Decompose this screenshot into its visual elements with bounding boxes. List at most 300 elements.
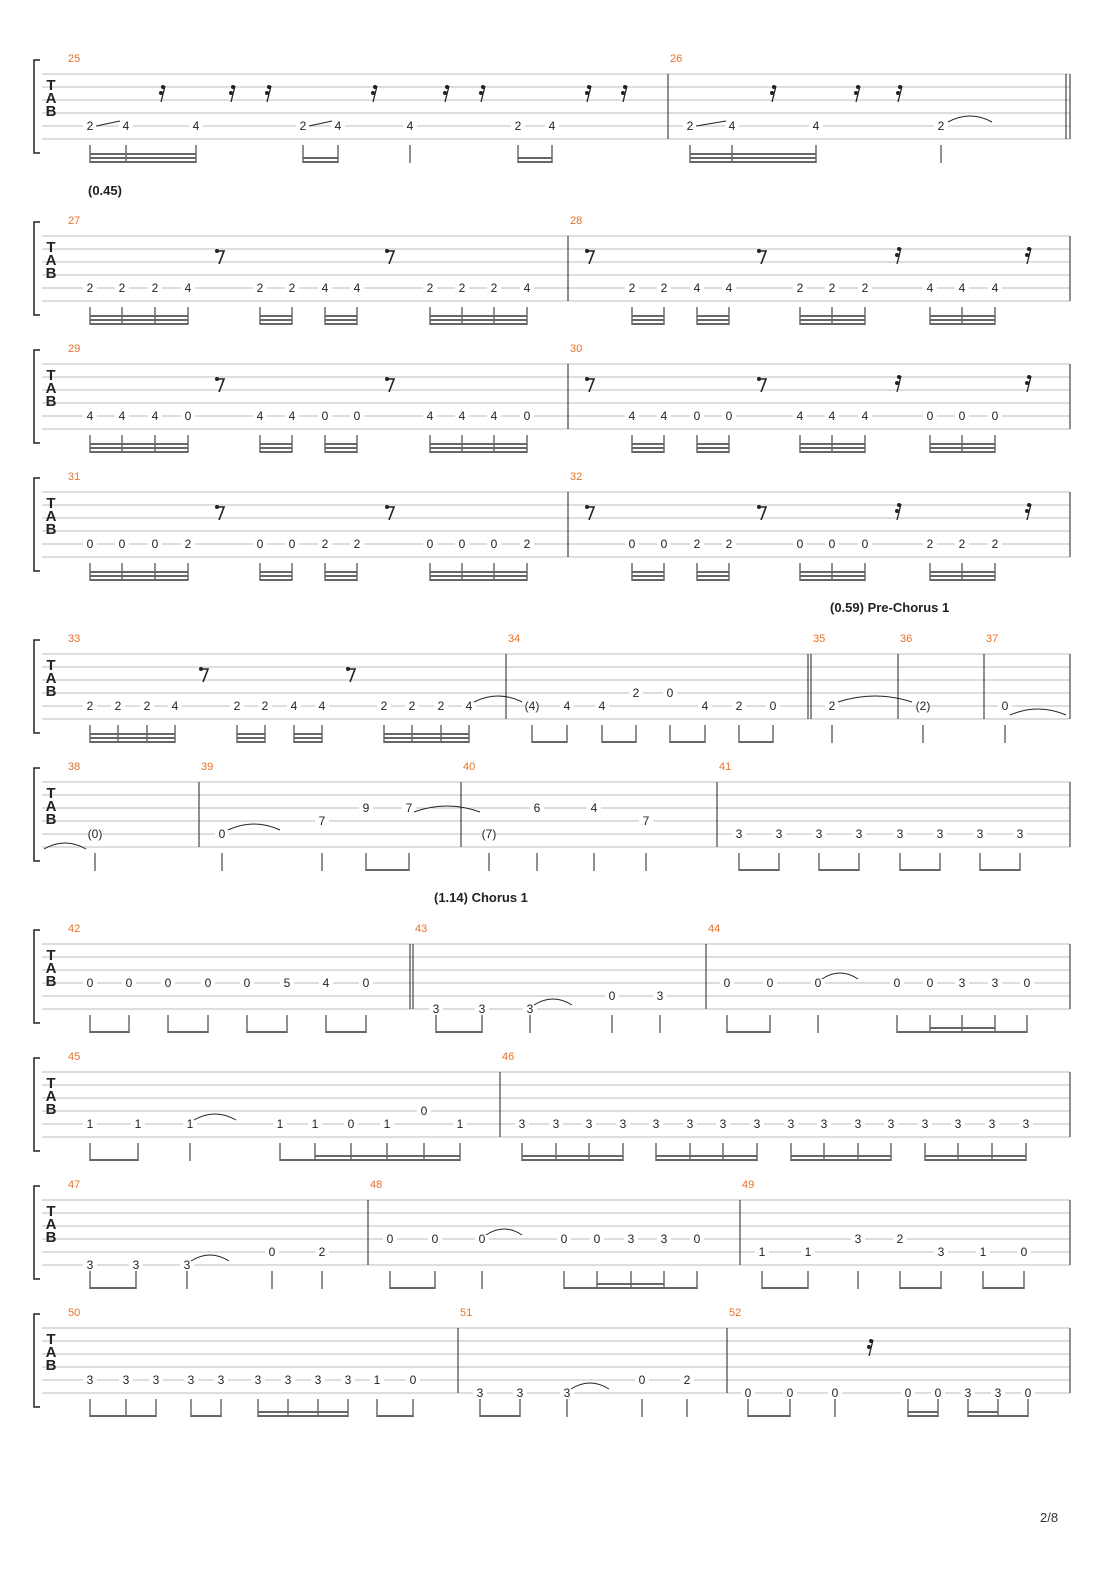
beam — [930, 447, 995, 449]
beam — [384, 737, 469, 739]
fret-number: 2 — [725, 537, 733, 551]
fret-number: 3 — [1016, 827, 1024, 841]
fret-number: 3 — [132, 1258, 140, 1272]
fret-number: 4 — [118, 409, 126, 423]
fret-number: 0 — [723, 976, 731, 990]
fret-number: 0 — [934, 1386, 942, 1400]
tab-clef-letter: T — [46, 785, 56, 802]
fret-number: (2) — [915, 699, 931, 713]
beam — [727, 1031, 770, 1033]
beam — [430, 323, 527, 325]
beam — [325, 323, 357, 325]
beam — [800, 575, 865, 577]
beam — [430, 319, 527, 321]
fret-number: 2 — [408, 699, 416, 713]
beam — [260, 451, 292, 453]
tie-arc — [1010, 709, 1066, 715]
fret-number: 3 — [787, 1117, 795, 1131]
measure-number: 25 — [68, 53, 81, 65]
beam — [632, 315, 664, 317]
fret-number: 4 — [465, 699, 473, 713]
beam — [90, 323, 188, 325]
tab-clef-letter: A — [45, 798, 57, 815]
beam — [800, 315, 865, 317]
fret-number: 2 — [233, 699, 241, 713]
beam — [632, 579, 664, 581]
beam — [436, 1031, 482, 1033]
beam — [791, 1155, 891, 1157]
beam — [315, 1155, 351, 1157]
tab-system — [34, 53, 1070, 163]
tab-clef-letter: B — [45, 973, 57, 990]
measure-number: 34 — [508, 633, 521, 645]
beam — [983, 1287, 1024, 1289]
beam — [294, 741, 322, 743]
tab-clef-letter: T — [46, 947, 56, 964]
measure-number: 38 — [68, 761, 81, 773]
tab-clef-letter: A — [45, 670, 57, 687]
beam — [90, 161, 126, 163]
beam — [697, 571, 729, 573]
beam — [260, 443, 292, 445]
fret-number: 0 — [256, 537, 264, 551]
fret-number: (4) — [524, 699, 540, 713]
tab-clef-letter: B — [45, 521, 57, 538]
beam — [260, 579, 292, 581]
beam — [90, 1415, 156, 1417]
fret-number: 4 — [701, 699, 709, 713]
fret-number: 3 — [217, 1373, 225, 1387]
fret-number: 4 — [290, 699, 298, 713]
fret-number: 1 — [186, 1117, 194, 1131]
fret-number: 3 — [854, 1117, 862, 1131]
fret-number: 3 — [585, 1117, 593, 1131]
beam — [237, 733, 265, 735]
fret-number: 0 — [420, 1104, 428, 1118]
fret-number: 0 — [904, 1386, 912, 1400]
tab-system — [34, 890, 1070, 1033]
fret-number: 2 — [796, 281, 804, 295]
fret-number: 2 — [86, 119, 94, 133]
beam — [351, 1159, 460, 1161]
fret-number: 2 — [991, 537, 999, 551]
fret-number: 4 — [122, 119, 130, 133]
measure-number: 50 — [68, 1307, 81, 1319]
beam — [930, 571, 995, 573]
fret-number: 3 — [478, 1002, 486, 1016]
section-marker: (1.14) Chorus 1 — [434, 890, 528, 905]
fret-number: 0 — [86, 976, 94, 990]
fret-number: 1 — [373, 1373, 381, 1387]
measure-number: 43 — [415, 923, 428, 935]
fret-number: 3 — [1022, 1117, 1030, 1131]
beam — [762, 1287, 808, 1289]
fret-number: 2 — [184, 537, 192, 551]
fret-number: 0 — [814, 976, 822, 990]
tab-clef-letter: T — [46, 495, 56, 512]
fret-number: 0 — [151, 537, 159, 551]
fret-number: 2 — [660, 281, 668, 295]
fret-number: 4 — [828, 409, 836, 423]
fret-number: 2 — [514, 119, 522, 133]
fret-number: 2 — [256, 281, 264, 295]
tab-clef-letter: T — [46, 77, 56, 94]
tab-clef-letter: A — [45, 1344, 57, 1361]
measure-number: 47 — [68, 1179, 81, 1191]
beam — [258, 1411, 348, 1413]
fret-number: 4 — [590, 801, 598, 815]
measure-number: 27 — [68, 215, 81, 227]
fret-number: 0 — [353, 409, 361, 423]
beam — [325, 447, 357, 449]
fret-number: 3 — [187, 1373, 195, 1387]
fret-number: 2 — [926, 537, 934, 551]
beam — [518, 157, 552, 159]
beam — [597, 1283, 631, 1285]
fret-number: (7) — [481, 827, 497, 841]
beam — [632, 575, 664, 577]
fret-number: 2 — [299, 119, 307, 133]
beam — [632, 447, 664, 449]
measure-number: 49 — [742, 1179, 755, 1191]
beam — [697, 323, 729, 325]
fret-number: 2 — [490, 281, 498, 295]
beam — [532, 741, 567, 743]
fret-number: 1 — [276, 1117, 284, 1131]
fret-number: 3 — [526, 1002, 534, 1016]
beam — [237, 741, 265, 743]
beam — [908, 1411, 938, 1413]
fret-number: 2 — [318, 1245, 326, 1259]
fret-number: 3 — [921, 1117, 929, 1131]
measure-number: 52 — [729, 1307, 742, 1319]
measure-number: 35 — [813, 633, 826, 645]
fret-number: 2 — [458, 281, 466, 295]
fret-number: 0 — [321, 409, 329, 423]
fret-number: 3 — [686, 1117, 694, 1131]
fret-number: 3 — [988, 1117, 996, 1131]
tab-clef-letter: B — [45, 811, 57, 828]
beam — [800, 447, 865, 449]
fret-number: 1 — [456, 1117, 464, 1131]
beam — [739, 741, 773, 743]
fret-number: 0 — [347, 1117, 355, 1131]
fret-number: 0 — [1023, 976, 1031, 990]
beam — [522, 1155, 623, 1157]
fret-number: 2 — [380, 699, 388, 713]
fret-number: 4 — [322, 976, 330, 990]
beam — [800, 323, 865, 325]
beam — [90, 447, 188, 449]
beam — [366, 869, 409, 871]
fret-number: 0 — [693, 1232, 701, 1246]
fret-number: 2 — [828, 699, 836, 713]
fret-number: 2 — [828, 281, 836, 295]
beam — [925, 1159, 1026, 1161]
beam — [90, 319, 188, 321]
fret-number: 2 — [896, 1232, 904, 1246]
tab-clef-letter: B — [45, 683, 57, 700]
beam — [384, 733, 469, 735]
fret-number: 4 — [256, 409, 264, 423]
measure-number: 29 — [68, 343, 81, 355]
beam — [930, 323, 995, 325]
fret-number: 4 — [725, 281, 733, 295]
measure-number: 48 — [370, 1179, 383, 1191]
fret-number: 0 — [118, 537, 126, 551]
fret-number: 0 — [523, 409, 531, 423]
beam — [325, 451, 357, 453]
tie-arc — [191, 1255, 229, 1261]
measure-number: 28 — [570, 215, 583, 227]
fret-number: 0 — [431, 1232, 439, 1246]
fret-number: 1 — [86, 1117, 94, 1131]
beam — [126, 161, 196, 163]
beam — [260, 315, 292, 317]
beam — [690, 161, 816, 163]
fret-number: 4 — [660, 409, 668, 423]
beam — [968, 1411, 998, 1413]
fret-number: 7 — [642, 814, 650, 828]
beam — [739, 869, 779, 871]
fret-number: 4 — [861, 409, 869, 423]
fret-number: 3 — [183, 1258, 191, 1272]
tab-clef-letter: B — [45, 1101, 57, 1118]
fret-number: 3 — [994, 1386, 1002, 1400]
fret-number: 3 — [432, 1002, 440, 1016]
tab-system — [34, 761, 1070, 871]
fret-number: 0 — [766, 976, 774, 990]
fret-number: 3 — [627, 1232, 635, 1246]
fret-number: 0 — [828, 537, 836, 551]
beam — [690, 157, 816, 159]
fret-number: 4 — [563, 699, 571, 713]
fret-number: 0 — [386, 1232, 394, 1246]
fret-number: 0 — [893, 976, 901, 990]
fret-number: 3 — [86, 1373, 94, 1387]
fret-number: 9 — [362, 801, 370, 815]
beam — [258, 1415, 348, 1417]
tie-arc — [486, 1229, 522, 1235]
measure-number: 41 — [719, 761, 732, 773]
fret-number: 2 — [628, 281, 636, 295]
measure-number: 26 — [670, 53, 683, 65]
fret-number: 3 — [735, 827, 743, 841]
fret-number: 0 — [560, 1232, 568, 1246]
beam — [800, 443, 865, 445]
beam — [800, 319, 865, 321]
beam — [237, 737, 265, 739]
tab-clef-letter: B — [45, 1357, 57, 1374]
beam — [90, 1287, 136, 1289]
fret-number: 0 — [243, 976, 251, 990]
beam — [126, 157, 196, 159]
tie-arc — [228, 824, 280, 830]
beam — [303, 157, 338, 159]
beam — [390, 1287, 435, 1289]
beam — [90, 737, 175, 739]
fret-number: 0 — [608, 989, 616, 1003]
fret-number: 2 — [735, 699, 743, 713]
system-bracket — [34, 768, 40, 861]
beam — [631, 1287, 664, 1289]
fret-number: 1 — [979, 1245, 987, 1259]
fret-number: 3 — [820, 1117, 828, 1131]
fret-number: 0 — [638, 1373, 646, 1387]
beam — [697, 315, 729, 317]
beam — [518, 161, 552, 163]
fret-number: 4 — [458, 409, 466, 423]
fret-number: 4 — [796, 409, 804, 423]
fret-number: 4 — [288, 409, 296, 423]
fret-number: 3 — [991, 976, 999, 990]
fret-number: 2 — [523, 537, 531, 551]
fret-number: 0 — [786, 1386, 794, 1400]
fret-number: 3 — [552, 1117, 560, 1131]
fret-number: 4 — [318, 699, 326, 713]
tab-clef-letter: A — [45, 252, 57, 269]
system-bracket — [34, 350, 40, 443]
tab-clef-letter: T — [46, 657, 56, 674]
fret-number: 4 — [334, 119, 342, 133]
beam — [430, 575, 527, 577]
fret-number: 3 — [815, 827, 823, 841]
tab-clef-letter: A — [45, 960, 57, 977]
fret-number: 4 — [406, 119, 414, 133]
fret-number: 2 — [321, 537, 329, 551]
fret-number: (0) — [87, 827, 103, 841]
beam — [656, 1155, 757, 1157]
system-bracket — [34, 1314, 40, 1407]
fret-number: 2 — [683, 1373, 691, 1387]
fret-number: 1 — [311, 1117, 319, 1131]
fret-number: 0 — [1020, 1245, 1028, 1259]
tab-clef-letter: T — [46, 1203, 56, 1220]
beam — [962, 1031, 995, 1033]
fret-number: 0 — [693, 409, 701, 423]
fret-number: 3 — [476, 1386, 484, 1400]
beam — [90, 733, 175, 735]
beam — [930, 443, 995, 445]
fret-number: 7 — [318, 814, 326, 828]
beam — [930, 579, 995, 581]
beam — [315, 1159, 351, 1161]
fret-number: 0 — [628, 537, 636, 551]
fret-number: 3 — [854, 1232, 862, 1246]
beam — [748, 1415, 790, 1417]
beam — [260, 319, 292, 321]
beam — [325, 319, 357, 321]
beam — [325, 579, 357, 581]
beam — [925, 1155, 1026, 1157]
tie-arc — [948, 116, 992, 122]
measure-number: 31 — [68, 471, 81, 483]
fret-number: 3 — [122, 1373, 130, 1387]
fret-number: 4 — [926, 281, 934, 295]
tab-clef-letter: A — [45, 1088, 57, 1105]
tab-clef-letter: A — [45, 508, 57, 525]
measure-number: 46 — [502, 1051, 515, 1063]
fret-number: 0 — [666, 686, 674, 700]
fret-number: 2 — [86, 699, 94, 713]
system-bracket — [34, 222, 40, 315]
beam — [968, 1415, 998, 1417]
fret-number: 1 — [134, 1117, 142, 1131]
beam — [430, 447, 527, 449]
fret-number: 0 — [861, 537, 869, 551]
tab-system — [34, 1179, 1070, 1289]
fret-number: 4 — [321, 281, 329, 295]
beam — [90, 579, 188, 581]
fret-number: 2 — [86, 281, 94, 295]
measure-number: 42 — [68, 923, 81, 935]
beam — [247, 1031, 287, 1033]
tab-system — [34, 1307, 1070, 1417]
fret-number: 4 — [184, 281, 192, 295]
tab-clef-letter: T — [46, 239, 56, 256]
fret-number: 3 — [254, 1373, 262, 1387]
system-bracket — [34, 1186, 40, 1279]
fret-number: 4 — [991, 281, 999, 295]
system-bracket — [34, 478, 40, 571]
fret-number: 4 — [151, 409, 159, 423]
fret-number: 1 — [804, 1245, 812, 1259]
beam — [90, 575, 188, 577]
beam — [930, 319, 995, 321]
tie-arc — [474, 696, 522, 702]
fret-number: 3 — [937, 1245, 945, 1259]
fret-number: 2 — [693, 537, 701, 551]
beam — [597, 1287, 631, 1289]
beam — [430, 571, 527, 573]
fret-number: 0 — [1001, 699, 1009, 713]
fret-number: 0 — [218, 827, 226, 841]
beam — [656, 1159, 757, 1161]
section-marker: (0.59) Pre-Chorus 1 — [830, 600, 950, 615]
fret-number: 2 — [151, 281, 159, 295]
tie-arc — [194, 1114, 236, 1120]
measure-number: 30 — [570, 343, 583, 355]
beam — [90, 741, 175, 743]
fret-number: 0 — [1024, 1386, 1032, 1400]
fret-number: 2 — [118, 281, 126, 295]
fret-number: 1 — [383, 1117, 391, 1131]
fret-number: 0 — [991, 409, 999, 423]
measure-number: 51 — [460, 1307, 473, 1319]
fret-number: 6 — [533, 801, 541, 815]
beam — [126, 153, 196, 155]
beam — [930, 1027, 962, 1029]
fret-number: 4 — [171, 699, 179, 713]
system-bracket — [34, 1058, 40, 1151]
tie-arc — [822, 973, 858, 979]
fret-number: 0 — [458, 537, 466, 551]
tab-system — [34, 600, 1070, 743]
beam — [90, 571, 188, 573]
fret-number: 3 — [958, 976, 966, 990]
fret-number: 4 — [628, 409, 636, 423]
fret-number: 0 — [426, 537, 434, 551]
tab-clef-letter: A — [45, 1216, 57, 1233]
beam — [930, 575, 995, 577]
tab-clef-letter: B — [45, 1229, 57, 1246]
beam — [690, 153, 816, 155]
fret-number: 0 — [164, 976, 172, 990]
tab-clef-letter: B — [45, 265, 57, 282]
beam — [430, 443, 527, 445]
beam — [930, 1031, 962, 1033]
fret-number: 3 — [719, 1117, 727, 1131]
